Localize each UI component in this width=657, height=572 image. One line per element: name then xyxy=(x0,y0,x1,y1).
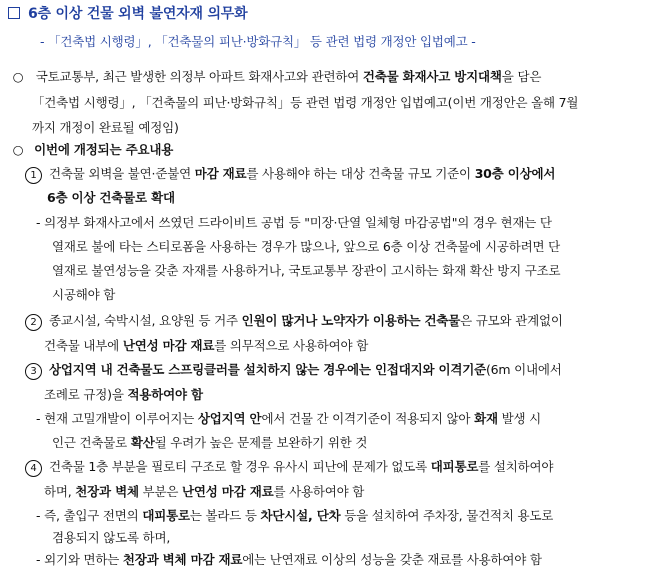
para1-line2: 「건축법 시행령」, 「건축물의 피난·방화규칙」등 관련 법령 개정안 입법예고(이번 개정안은 올해 7월 xyxy=(32,95,579,110)
item4-line2: 하며, 천장과 벽체 부분은 난연성 마감 재료를 사용하여야 함 xyxy=(44,484,365,499)
item2-line2: 건축물 내부에 난연성 마감 재료를 의무적으로 사용하여야 함 xyxy=(44,338,369,353)
item4-sub3: - 외기와 면하는 천장과 벽체 마감 재료에는 난연재료 이상의 성능을 갖춘 재료를 사용하여야 함 xyxy=(36,552,542,567)
bullet-circle-icon: ○ xyxy=(12,142,24,157)
item1-line1: 1 건축물 외벽을 불연·준불연 마감 재료를 사용해야 하는 대상 건축물 규모 기준이 30층 이상에서 xyxy=(25,166,555,184)
item1-sub4: 시공해야 함 xyxy=(52,287,116,302)
number-2-icon: 2 xyxy=(25,314,42,331)
item3-line2: 조례로 규정)을 적용하여야 함 xyxy=(44,387,203,402)
section-heading: ○ 이번에 개정되는 주요내용 xyxy=(12,142,174,157)
item1-sub2: 열재로 불에 타는 스티로폼을 사용하는 경우가 많으나, 앞으로 6층 이상 건축물에 시공하려면 단 xyxy=(52,239,561,254)
item2-line1: 2 종교시설, 숙박시설, 요양원 등 거주 인원이 많거나 노약자가 이용하는 건축물은 규모와 관계없이 xyxy=(25,313,563,331)
number-4-icon: 4 xyxy=(25,460,42,477)
item4-line1: 4 건축물 1층 부분을 필로티 구조로 할 경우 유사시 피난에 문제가 없도록 대피통로를 설치하여야 xyxy=(25,459,553,477)
number-3-icon: 3 xyxy=(25,363,42,380)
item3-line1: 3 상업지역 내 건축물도 스프링클러를 설치하지 않는 경우에는 인접대지와 이격기준(6m 이내에서 xyxy=(25,362,562,380)
item1-sub1: - 의정부 화재사고에서 쓰였던 드라이비트 공법 등 "미장·단열 일체형 마감공법"의 경우 현재는 단 xyxy=(36,215,552,230)
item4-sub1: - 즉, 출입구 전면의 대피통로는 볼라드 등 차단시설, 단차 등을 설치하여 주차장, 물건적치 용도로 xyxy=(36,508,554,523)
para1-line1: ○ 국토교통부, 최근 발생한 의정부 아파트 화재사고와 관련하여 건축물 화재사고 방지대책을 담은 xyxy=(12,69,542,84)
item1-sub3: 열재로 불연성능을 갖춘 자재를 사용하거나, 국토교통부 장관이 고시하는 화재 확산 방지 구조로 xyxy=(52,263,561,278)
item3-sub2: 인근 건축물로 확산될 우려가 높은 문제를 보완하기 위한 것 xyxy=(52,435,368,450)
document-title: 6층 이상 건물 외벽 불연자재 의무화 xyxy=(8,6,247,22)
item4-sub2: 겸용되지 않도록 하며, xyxy=(52,530,171,545)
bullet-circle-icon: ○ xyxy=(12,69,24,84)
para1-line3: 까지 개정이 완료될 예정임) xyxy=(32,120,179,135)
document-subtitle: - 「건축법 시행령」, 「건축물의 피난·방화규칙」 등 관련 법령 개정안 입법예고 - xyxy=(40,34,476,49)
item3-sub1: - 현재 고밀개발이 이루어지는 상업지역 안에서 건물 간 이격기준이 적용되지 않아 화재 발생 시 xyxy=(36,411,542,426)
checkbox-square-icon xyxy=(8,7,20,19)
number-1-icon: 1 xyxy=(25,167,42,184)
item1-line2: 6층 이상 건축물로 확대 xyxy=(47,190,175,205)
